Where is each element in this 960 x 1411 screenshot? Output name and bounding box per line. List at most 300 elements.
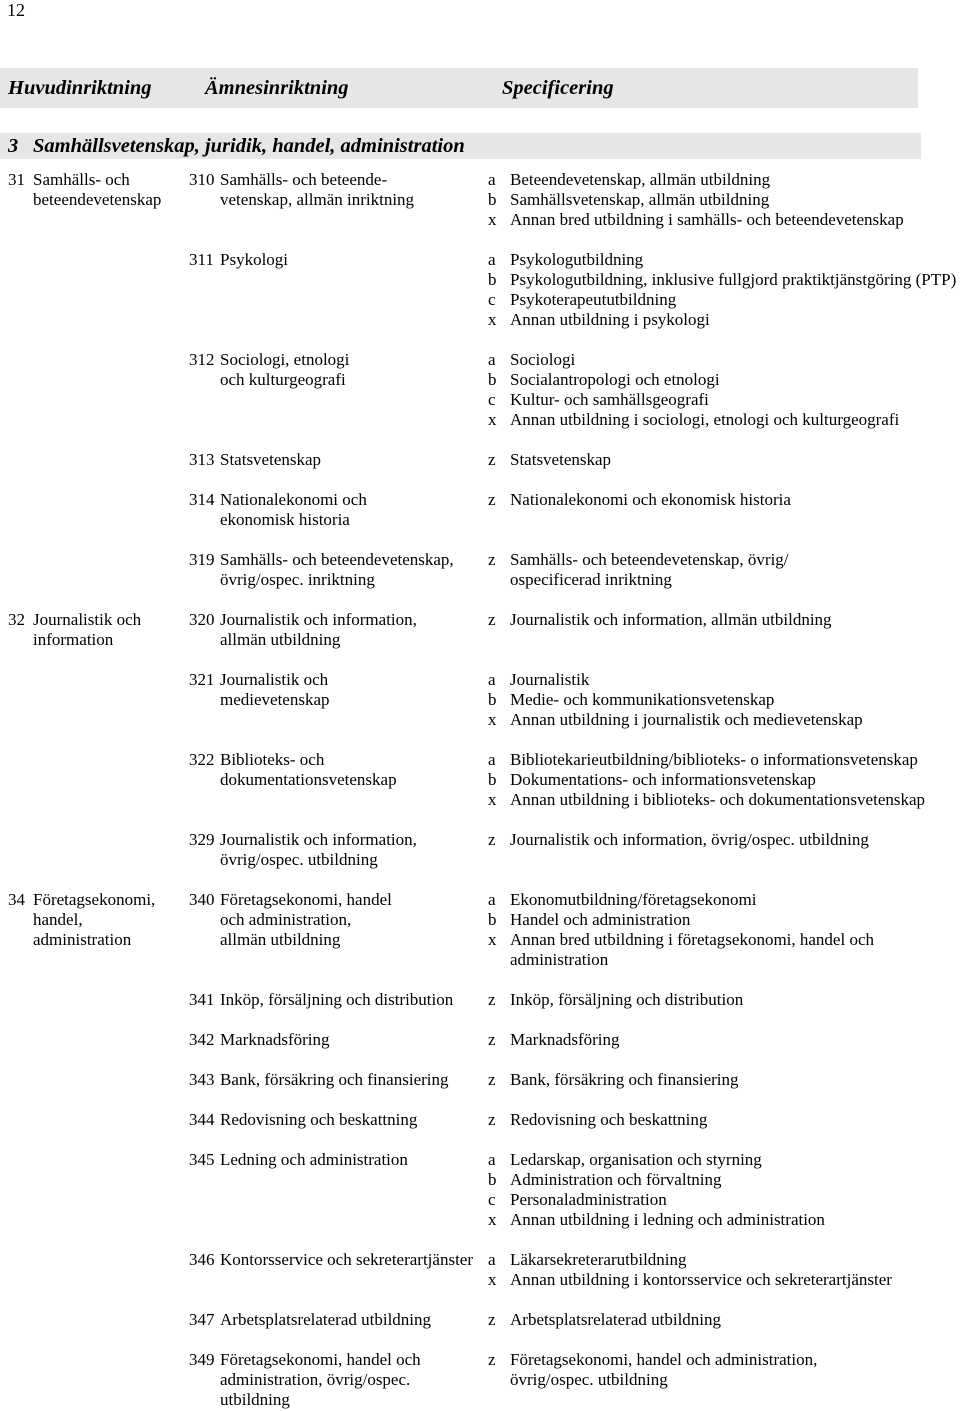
specification-text-line: Journalistik och information, övrig/ospec. utbildning bbox=[510, 830, 869, 849]
subject-label bbox=[220, 1350, 488, 1410]
specification-text bbox=[510, 390, 960, 410]
subject-label bbox=[220, 610, 488, 650]
subject-row bbox=[189, 490, 960, 530]
subject-label-line: övrig/ospec. utbildning bbox=[220, 850, 378, 869]
specification-text-line: Statsvetenskap bbox=[510, 450, 612, 469]
specification-item bbox=[488, 270, 960, 290]
subject-label-line: dokumentationsvetenskap bbox=[220, 770, 397, 789]
subject-heading bbox=[189, 990, 488, 1010]
specification-text-line: Psykologutbildning bbox=[510, 250, 644, 269]
specification-item bbox=[488, 1350, 960, 1390]
specification-text-line: ospecificerad inriktning bbox=[510, 570, 672, 589]
specification-item bbox=[488, 1170, 960, 1190]
subject-label-line: Statsvetenskap bbox=[220, 450, 322, 469]
specification-text bbox=[510, 370, 960, 390]
subject-row bbox=[189, 990, 960, 1010]
subject-code: 314 bbox=[189, 490, 215, 509]
specification-letter: c bbox=[488, 390, 496, 409]
subject-label bbox=[220, 170, 488, 230]
specification-text-line: Annan utbildning i psykologi bbox=[510, 310, 710, 329]
specification-letter: a bbox=[488, 170, 496, 189]
specification-list bbox=[488, 1250, 960, 1290]
specification-text-line: Läkarsekreterarutbildning bbox=[510, 1250, 687, 1269]
group-label-line: Företagsekonomi, bbox=[33, 890, 156, 909]
specification-text bbox=[510, 1210, 960, 1230]
specification-text-line: Journalistik bbox=[510, 670, 590, 689]
specification-text-line: Arbetsplatsrelaterad utbildning bbox=[510, 1310, 722, 1329]
specification-item bbox=[488, 710, 960, 730]
specification-text bbox=[510, 410, 960, 430]
subject-heading bbox=[189, 1070, 488, 1090]
subject-label-line: och administration, bbox=[220, 910, 352, 929]
section-heading-band bbox=[0, 133, 921, 159]
group-label-line: beteendevetenskap bbox=[33, 190, 162, 209]
subject-label-line: ekonomisk historia bbox=[220, 510, 350, 529]
section-code: 3 bbox=[8, 135, 19, 157]
specification-item bbox=[488, 1030, 960, 1050]
specification-text-line: Annan bred utbildning i samhälls- och beteendevetenskap bbox=[510, 210, 904, 229]
column-header-band bbox=[0, 68, 918, 108]
specification-text bbox=[510, 350, 960, 370]
specification-text-line: Annan utbildning i sociologi, etnologi och kulturgeografi bbox=[510, 410, 900, 429]
subject-heading bbox=[189, 450, 488, 470]
specification-item bbox=[488, 770, 960, 790]
subject-heading bbox=[189, 750, 488, 810]
column-header-huvudinriktning: Huvudinriktning bbox=[8, 77, 152, 99]
subject-label bbox=[220, 1150, 488, 1230]
group-heading bbox=[8, 170, 189, 210]
specification-list bbox=[488, 1070, 960, 1090]
specification-text bbox=[510, 1250, 960, 1270]
specification-item bbox=[488, 290, 960, 310]
subject-heading bbox=[189, 490, 488, 530]
group-label bbox=[33, 170, 189, 210]
specification-text bbox=[510, 210, 960, 230]
subject-list bbox=[189, 170, 960, 610]
specification-item bbox=[488, 370, 960, 390]
subject-row bbox=[189, 890, 960, 970]
subject-code: 342 bbox=[189, 1030, 215, 1049]
subject-heading bbox=[189, 1150, 488, 1230]
specification-text-line: Företagsekonomi, handel och administration, bbox=[510, 1350, 818, 1369]
specification-item bbox=[488, 690, 960, 710]
subject-row bbox=[189, 170, 960, 230]
specification-letter: a bbox=[488, 1150, 496, 1169]
specification-text-line: Journalistik och information, allmän utbildning bbox=[510, 610, 832, 629]
specification-letter: c bbox=[488, 1190, 496, 1209]
specification-text-line: Bank, försäkring och finansiering bbox=[510, 1070, 739, 1089]
subject-heading bbox=[189, 1030, 488, 1050]
specification-text bbox=[510, 990, 960, 1010]
specification-list bbox=[488, 1150, 960, 1230]
subject-label bbox=[220, 830, 488, 870]
subject-list bbox=[189, 890, 960, 1410]
group-code: 34 bbox=[8, 890, 25, 909]
specification-letter: b bbox=[488, 770, 497, 789]
specification-text-line: Annan utbildning i biblioteks- och dokumentationsvetenskap bbox=[510, 790, 926, 809]
subject-row bbox=[189, 670, 960, 730]
specification-text-line: Annan utbildning i journalistik och medievetenskap bbox=[510, 710, 863, 729]
subject-row bbox=[189, 750, 960, 810]
subject-label-line: Journalistik och bbox=[220, 670, 329, 689]
group-label bbox=[33, 610, 189, 650]
specification-item bbox=[488, 250, 960, 270]
specification-text bbox=[510, 1030, 960, 1050]
subject-label bbox=[220, 350, 488, 430]
subject-code: 329 bbox=[189, 830, 215, 849]
specification-item bbox=[488, 750, 960, 770]
subject-heading bbox=[189, 830, 488, 870]
specification-text-line: Annan bred utbildning i företagsekonomi, handel och bbox=[510, 930, 874, 949]
subject-heading bbox=[189, 550, 488, 590]
subject-label-line: medievetenskap bbox=[220, 690, 330, 709]
specification-letter: z bbox=[488, 1110, 496, 1129]
subject-row bbox=[189, 610, 960, 650]
subject-label-line: övrig/ospec. inriktning bbox=[220, 570, 375, 589]
subject-heading bbox=[189, 250, 488, 330]
specification-letter: b bbox=[488, 370, 497, 389]
specification-list bbox=[488, 550, 960, 590]
specification-text bbox=[510, 450, 960, 470]
specification-text-line: Ledarskap, organisation och styrning bbox=[510, 1150, 762, 1169]
specification-item bbox=[488, 450, 960, 470]
subject-label-line: allmän utbildning bbox=[220, 630, 341, 649]
specification-letter: x bbox=[488, 410, 497, 429]
subject-label-line: vetenskap, allmän inriktning bbox=[220, 190, 415, 209]
group-label-line: Journalistik och bbox=[33, 610, 142, 629]
specification-item bbox=[488, 390, 960, 410]
subject-label bbox=[220, 890, 488, 970]
subject-label-line: Biblioteks- och bbox=[220, 750, 325, 769]
subject-heading bbox=[189, 890, 488, 970]
specification-text-line: Annan utbildning i ledning och administration bbox=[510, 1210, 825, 1229]
specification-text-line: Handel och administration bbox=[510, 910, 691, 929]
subject-row bbox=[189, 450, 960, 470]
specification-item bbox=[488, 170, 960, 190]
specification-item bbox=[488, 930, 960, 970]
specification-letter: b bbox=[488, 1170, 497, 1189]
specification-item bbox=[488, 910, 960, 930]
specification-text-line: Redovisning och beskattning bbox=[510, 1110, 708, 1129]
subject-code: 344 bbox=[189, 1110, 215, 1129]
specification-text bbox=[510, 1110, 960, 1130]
subject-label bbox=[220, 670, 488, 730]
group-label-line: Samhälls- och bbox=[33, 170, 130, 189]
specification-item bbox=[488, 210, 960, 230]
subject-label-line: Bank, försäkring och finansiering bbox=[220, 1070, 449, 1089]
group-heading bbox=[8, 610, 189, 650]
specification-list bbox=[488, 170, 960, 230]
subject-label-line: Journalistik och information, bbox=[220, 610, 417, 629]
specification-text bbox=[510, 930, 960, 970]
subject-label-line: Redovisning och beskattning bbox=[220, 1110, 418, 1129]
subject-code: 347 bbox=[189, 1310, 215, 1329]
specification-list bbox=[488, 250, 960, 330]
subject-row bbox=[189, 830, 960, 870]
group-row bbox=[8, 170, 960, 610]
subject-label-line: Företagsekonomi, handel bbox=[220, 890, 392, 909]
specification-text-line: Psykoterapeututbildning bbox=[510, 290, 677, 309]
specification-item bbox=[488, 190, 960, 210]
subject-row bbox=[189, 350, 960, 430]
specification-letter: x bbox=[488, 1270, 497, 1289]
subject-heading bbox=[189, 670, 488, 730]
specification-item bbox=[488, 1150, 960, 1170]
section-title: Samhällsvetenskap, juridik, handel, administration bbox=[33, 135, 465, 157]
subject-heading bbox=[189, 1310, 488, 1330]
column-header-amnesinriktning: Ämnesinriktning bbox=[205, 77, 349, 99]
specification-item bbox=[488, 1070, 960, 1090]
specification-text-line: administration bbox=[510, 950, 609, 969]
specification-text bbox=[510, 910, 960, 930]
specification-text bbox=[510, 890, 960, 910]
group-code: 32 bbox=[8, 610, 25, 629]
subject-row bbox=[189, 1350, 960, 1410]
subject-label-line: Företagsekonomi, handel och bbox=[220, 1350, 421, 1369]
subject-row bbox=[189, 1150, 960, 1230]
specification-text bbox=[510, 1170, 960, 1190]
specification-text bbox=[510, 1270, 960, 1290]
specification-letter: x bbox=[488, 210, 497, 229]
specification-letter: a bbox=[488, 670, 496, 689]
specification-item bbox=[488, 1190, 960, 1210]
specification-text bbox=[510, 830, 960, 850]
specification-letter: x bbox=[488, 310, 497, 329]
group-code: 31 bbox=[8, 170, 25, 189]
specification-text-line: Dokumentations- och informationsvetenskap bbox=[510, 770, 816, 789]
subject-label-line: Sociologi, etnologi bbox=[220, 350, 350, 369]
specification-text-line: Beteendevetenskap, allmän utbildning bbox=[510, 170, 771, 189]
specification-letter: b bbox=[488, 190, 497, 209]
specification-text-line: Samhälls- och beteendevetenskap, övrig/ bbox=[510, 550, 789, 569]
subject-label bbox=[220, 1030, 488, 1050]
specification-letter: x bbox=[488, 930, 497, 949]
specification-item bbox=[488, 1210, 960, 1230]
column-header-specificering: Specificering bbox=[502, 77, 614, 99]
subject-label bbox=[220, 990, 488, 1010]
specification-text-line: Bibliotekarieutbildning/biblioteks- o informationsvetenskap bbox=[510, 750, 918, 769]
specification-text bbox=[510, 690, 960, 710]
specification-list bbox=[488, 1110, 960, 1130]
specification-item bbox=[488, 550, 960, 590]
specification-text bbox=[510, 310, 960, 330]
specification-letter: z bbox=[488, 990, 496, 1009]
subject-row bbox=[189, 1310, 960, 1330]
specification-item bbox=[488, 610, 960, 630]
specification-text bbox=[510, 490, 960, 510]
subject-label-line: allmän utbildning bbox=[220, 930, 341, 949]
specification-text-line: Kultur- och samhällsgeografi bbox=[510, 390, 709, 409]
subject-label-line: Psykologi bbox=[220, 250, 289, 269]
subject-label bbox=[220, 250, 488, 330]
subject-label-line: Journalistik och information, bbox=[220, 830, 417, 849]
subject-code: 343 bbox=[189, 1070, 215, 1089]
specification-letter: z bbox=[488, 830, 496, 849]
specification-list bbox=[488, 890, 960, 970]
specification-text bbox=[510, 1350, 960, 1390]
specification-text-line: Sociologi bbox=[510, 350, 576, 369]
specification-letter: z bbox=[488, 1070, 496, 1089]
specification-letter: a bbox=[488, 1250, 496, 1269]
specification-text bbox=[510, 1310, 960, 1330]
subject-heading bbox=[189, 1350, 488, 1410]
specification-text-line: Psykologutbildning, inklusive fullgjord praktiktjänstgöring (PTP) bbox=[510, 270, 957, 289]
specification-item bbox=[488, 310, 960, 330]
group-label-line: handel, bbox=[33, 910, 83, 929]
specification-text bbox=[510, 750, 960, 770]
subject-label bbox=[220, 1110, 488, 1130]
specification-letter: z bbox=[488, 1350, 496, 1369]
specification-text-line: Socialantropologi och etnologi bbox=[510, 370, 720, 389]
specification-letter: a bbox=[488, 890, 496, 909]
subject-code: 310 bbox=[189, 170, 215, 189]
subject-row bbox=[189, 1250, 960, 1290]
group-label bbox=[33, 890, 189, 950]
subject-label-line: Arbetsplatsrelaterad utbildning bbox=[220, 1310, 432, 1329]
specification-list bbox=[488, 750, 960, 810]
subject-label bbox=[220, 750, 488, 810]
subject-heading bbox=[189, 610, 488, 650]
specification-item bbox=[488, 670, 960, 690]
subject-heading bbox=[189, 170, 488, 230]
specification-letter: z bbox=[488, 1030, 496, 1049]
subject-label-line: administration, övrig/ospec. bbox=[220, 1370, 411, 1389]
specification-item bbox=[488, 1110, 960, 1130]
specification-item bbox=[488, 1310, 960, 1330]
specification-text bbox=[510, 250, 960, 270]
specification-text bbox=[510, 290, 960, 310]
subject-code: 321 bbox=[189, 670, 215, 689]
specification-list bbox=[488, 610, 960, 650]
subject-code: 341 bbox=[189, 990, 215, 1009]
subject-code: 322 bbox=[189, 750, 215, 769]
specification-list bbox=[488, 1030, 960, 1050]
subject-row bbox=[189, 550, 960, 590]
specification-list bbox=[488, 990, 960, 1010]
specification-letter: b bbox=[488, 270, 497, 289]
specification-text bbox=[510, 270, 960, 290]
specification-text-line: Nationalekonomi och ekonomisk historia bbox=[510, 490, 791, 509]
group-label-line: administration bbox=[33, 930, 132, 949]
subject-label bbox=[220, 1310, 488, 1330]
specification-letter: z bbox=[488, 450, 496, 469]
subject-heading bbox=[189, 350, 488, 430]
group-label-line: information bbox=[33, 630, 114, 649]
specification-list bbox=[488, 830, 960, 870]
specification-list bbox=[488, 350, 960, 430]
specification-text bbox=[510, 190, 960, 210]
subject-list bbox=[189, 610, 960, 890]
classification-table bbox=[8, 170, 960, 1410]
specification-text-line: Samhällsvetenskap, allmän utbildning bbox=[510, 190, 770, 209]
group-heading bbox=[8, 890, 189, 950]
subject-label-line: utbildning bbox=[220, 1390, 290, 1409]
specification-item bbox=[488, 890, 960, 910]
specification-list bbox=[488, 1350, 960, 1410]
subject-label-line: och kulturgeografi bbox=[220, 370, 346, 389]
specification-text-line: Personaladministration bbox=[510, 1190, 667, 1209]
specification-text bbox=[510, 610, 960, 630]
specification-letter: x bbox=[488, 1210, 497, 1229]
specification-letter: b bbox=[488, 910, 497, 929]
subject-label-line: Ledning och administration bbox=[220, 1150, 408, 1169]
subject-row bbox=[189, 1110, 960, 1130]
group-row bbox=[8, 890, 960, 1410]
subject-heading bbox=[189, 1250, 488, 1290]
subject-label-line: Samhälls- och beteendevetenskap, bbox=[220, 550, 454, 569]
specification-letter: x bbox=[488, 710, 497, 729]
specification-text bbox=[510, 670, 960, 690]
subject-row bbox=[189, 1070, 960, 1090]
subject-code: 319 bbox=[189, 550, 215, 569]
specification-text bbox=[510, 710, 960, 730]
specification-letter: c bbox=[488, 290, 496, 309]
specification-item bbox=[488, 990, 960, 1010]
specification-letter: x bbox=[488, 790, 497, 809]
specification-text-line: Inköp, försäljning och distribution bbox=[510, 990, 744, 1009]
specification-text-line: Administration och förvaltning bbox=[510, 1170, 722, 1189]
specification-text-line: Medie- och kommunikationsvetenskap bbox=[510, 690, 775, 709]
subject-label bbox=[220, 490, 488, 530]
specification-list bbox=[488, 490, 960, 530]
specification-letter: z bbox=[488, 550, 496, 569]
subject-label bbox=[220, 1070, 488, 1090]
subject-label-line: Samhälls- och beteende- bbox=[220, 170, 388, 189]
subject-code: 313 bbox=[189, 450, 215, 469]
subject-code: 345 bbox=[189, 1150, 215, 1169]
subject-label-line: Inköp, försäljning och distribution bbox=[220, 990, 454, 1009]
subject-code: 340 bbox=[189, 890, 215, 909]
specification-item bbox=[488, 410, 960, 430]
specification-letter: z bbox=[488, 1310, 496, 1329]
subject-row bbox=[189, 250, 960, 330]
specification-text bbox=[510, 1070, 960, 1090]
subject-label bbox=[220, 1250, 488, 1290]
specification-list bbox=[488, 670, 960, 730]
specification-item bbox=[488, 790, 960, 810]
specification-text-line: Annan utbildning i kontorsservice och sekreterartjänster bbox=[510, 1270, 892, 1289]
specification-item bbox=[488, 1270, 960, 1290]
subject-code: 311 bbox=[189, 250, 214, 269]
subject-heading bbox=[189, 1110, 488, 1130]
subject-label-line: Marknadsföring bbox=[220, 1030, 330, 1049]
specification-letter: b bbox=[488, 690, 497, 709]
specification-item bbox=[488, 1250, 960, 1270]
specification-text bbox=[510, 1190, 960, 1210]
specification-letter: a bbox=[488, 350, 496, 369]
specification-text bbox=[510, 170, 960, 190]
specification-text-line: övrig/ospec. utbildning bbox=[510, 1370, 668, 1389]
specification-letter: z bbox=[488, 610, 496, 629]
specification-item bbox=[488, 830, 960, 850]
subject-row bbox=[189, 1030, 960, 1050]
subject-label bbox=[220, 550, 488, 590]
specification-text bbox=[510, 770, 960, 790]
subject-label bbox=[220, 450, 488, 470]
group-row bbox=[8, 610, 960, 890]
specification-list bbox=[488, 450, 960, 470]
specification-item bbox=[488, 350, 960, 370]
subject-label-line: Kontorsservice och sekreterartjänster bbox=[220, 1250, 473, 1269]
specification-text bbox=[510, 1150, 960, 1170]
subject-code: 346 bbox=[189, 1250, 215, 1269]
specification-text-line: Marknadsföring bbox=[510, 1030, 620, 1049]
specification-letter: a bbox=[488, 250, 496, 269]
specification-item bbox=[488, 490, 960, 510]
specification-text bbox=[510, 790, 960, 810]
specification-list bbox=[488, 1310, 960, 1330]
specification-text-line: Ekonomutbildning/företagsekonomi bbox=[510, 890, 757, 909]
